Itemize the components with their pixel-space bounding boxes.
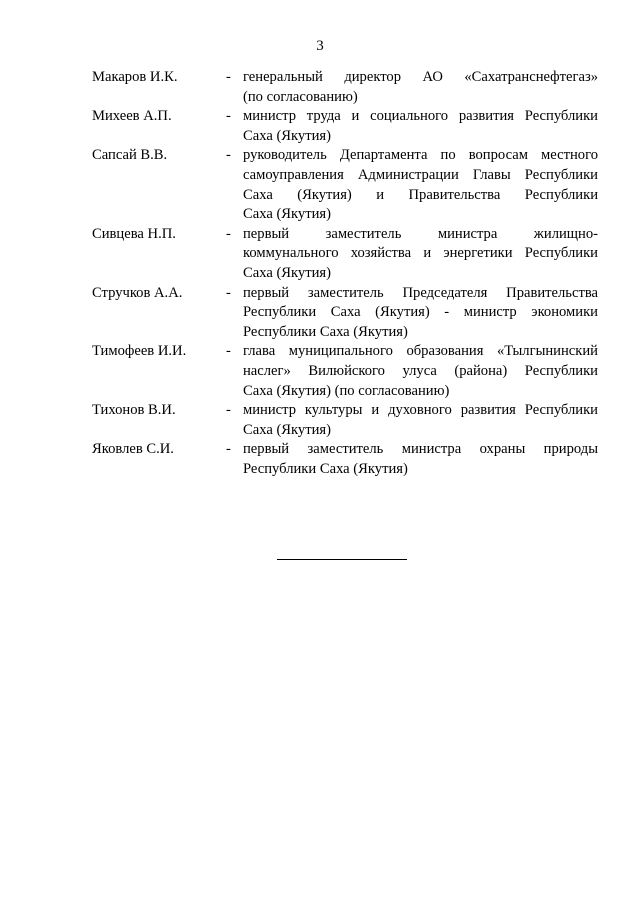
member-dash: - [226, 343, 231, 360]
role-line: (по согласованию) [243, 88, 358, 105]
member-role [243, 401, 598, 440]
role-line: Саха (Якутия) [243, 264, 331, 281]
member-name: Михеев А.П. [92, 108, 172, 125]
role-line: руководитель Департамента по вопросам местного [243, 147, 598, 164]
end-divider [277, 559, 407, 560]
page-number: 3 [316, 38, 324, 54]
member-role [243, 68, 598, 107]
role-line: наслег» Вилюйского улуса (района) Республики [243, 362, 598, 379]
role-line: Саха (Якутия) [243, 421, 331, 438]
member-name: Тимофеев И.И. [92, 343, 187, 360]
member-role [243, 284, 598, 343]
role-line: министр труда и социального развития Республики [243, 108, 598, 125]
member-name: Сапсай В.В. [92, 147, 168, 164]
member-dash: - [226, 402, 231, 419]
member-dash: - [226, 69, 231, 85]
member-list [92, 68, 598, 479]
member-role [243, 107, 598, 146]
member-name: Тихонов В.И. [92, 402, 176, 419]
member-name: Макаров И.К. [92, 69, 178, 85]
member-role [243, 225, 598, 284]
list-item [92, 146, 598, 224]
role-line: Саха (Якутия) и Правительства Республики [243, 186, 598, 203]
list-item [92, 284, 598, 343]
list-item [92, 225, 598, 284]
member-name: Стручков А.А. [92, 284, 183, 301]
list-item [92, 401, 598, 440]
role-line: Республики Саха (Якутия) - министр экономики [243, 304, 598, 321]
list-item [92, 342, 598, 401]
role-line: генеральный директор АО «Сахатранснефтегаз» [243, 69, 598, 85]
member-dash: - [226, 108, 231, 125]
role-line: первый заместитель министра охраны природы [243, 441, 598, 458]
role-line: министр культуры и духовного развития Республики [243, 402, 598, 419]
role-line: коммунального хозяйства и энергетики Республики [243, 245, 598, 262]
role-line: самоуправления Администрации Главы Республики [243, 166, 598, 183]
member-dash: - [226, 147, 231, 164]
member-role [243, 342, 598, 401]
member-role [243, 146, 598, 224]
member-dash: - [226, 284, 231, 301]
member-name: Сивцева Н.П. [92, 225, 176, 242]
member-role [243, 440, 598, 479]
list-item [92, 68, 598, 107]
member-dash: - [226, 441, 231, 458]
role-line: Саха (Якутия) [243, 206, 331, 223]
role-line: глава муниципального образования «Тылгынинский [243, 343, 598, 360]
role-line: первый заместитель Председателя Правительства [243, 284, 598, 301]
member-name: Яковлев С.И. [92, 441, 174, 458]
list-item [92, 440, 598, 479]
role-line: Саха (Якутия) [243, 127, 331, 144]
role-line: Республики Саха (Якутия) [243, 323, 408, 340]
role-line: Саха (Якутия) (по согласованию) [243, 382, 450, 399]
role-line: первый заместитель министра жилищно- [243, 225, 598, 242]
member-dash: - [226, 225, 231, 242]
list-item [92, 107, 598, 146]
role-line: Республики Саха (Якутия) [243, 460, 408, 477]
